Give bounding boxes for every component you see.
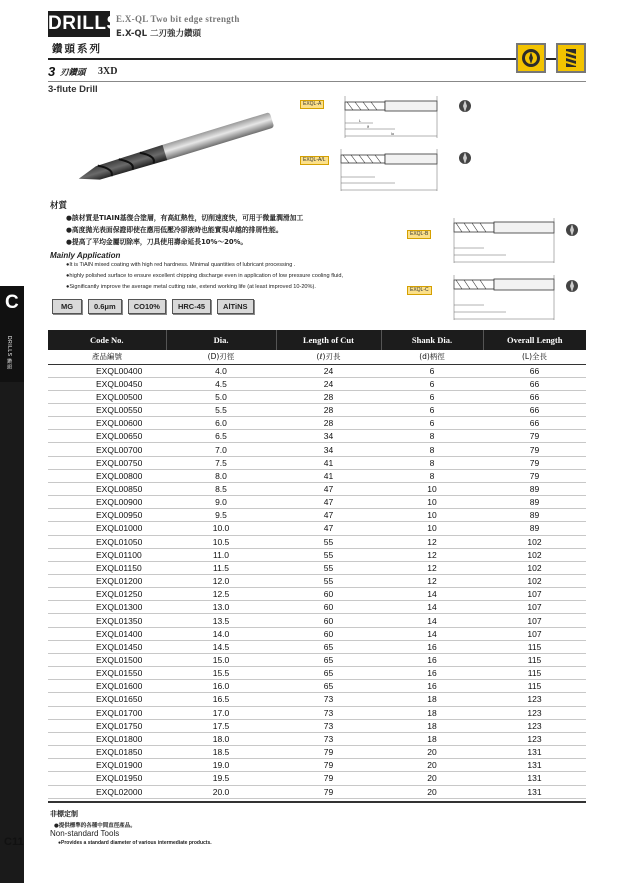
overall-length-cell: 115 [483, 667, 586, 680]
badge-grade: MG [52, 299, 82, 314]
cut-length-cell: 60 [276, 614, 381, 627]
overall-length-cell: 115 [483, 653, 586, 666]
code-cell: EXQL01800 [48, 732, 166, 745]
dia-cell: 12.5 [166, 588, 276, 601]
code-cell: EXQL00400 [48, 364, 166, 377]
drill-product-image [66, 112, 286, 184]
cut-length-cell: 79 [276, 759, 381, 772]
cut-length-cell: 41 [276, 469, 381, 482]
feature-en-2: ●highly polished surface to ensure excellent chipping discharge even in application of low pressure cooling fluid, [66, 273, 344, 279]
subheader-shank-dia: (d)柄徑 [381, 350, 483, 364]
dia-cell: 7.0 [166, 443, 276, 456]
overall-length-cell: 115 [483, 640, 586, 653]
shank-dia-cell: 18 [381, 719, 483, 732]
code-cell: EXQL00500 [48, 390, 166, 403]
overall-length-cell: 131 [483, 785, 586, 798]
table-row [48, 509, 586, 522]
header-code: Code No. [48, 330, 166, 350]
code-cell: EXQL01950 [48, 772, 166, 785]
diagram-exql-c [440, 272, 590, 324]
overall-length-cell: 123 [483, 732, 586, 745]
shank-dia-cell: 18 [381, 706, 483, 719]
code-cell: EXQL01150 [48, 561, 166, 574]
shank-dia-cell: 10 [381, 509, 483, 522]
table-row [48, 456, 586, 469]
nonstandard-title-zh: 非標定制 [50, 810, 78, 818]
dia-cell: 13.5 [166, 614, 276, 627]
code-cell: EXQL01200 [48, 575, 166, 588]
code-cell: EXQL01700 [48, 706, 166, 719]
nonstandard-note-en: ●Provides a standard diameter of various intermediate products. [58, 840, 212, 846]
code-cell: EXQL00650 [48, 430, 166, 443]
table-row [48, 719, 586, 732]
table-row [48, 746, 586, 759]
overall-length-cell: 102 [483, 548, 586, 561]
diagram-label-a: EXQL-A [300, 100, 324, 109]
diagram-exql-al [305, 145, 475, 197]
overall-length-cell: 66 [483, 403, 586, 416]
cut-length-cell: 65 [276, 667, 381, 680]
shank-dia-cell: 12 [381, 575, 483, 588]
subheader-dia: (D)刃徑 [166, 350, 276, 364]
dia-cell: 6.5 [166, 430, 276, 443]
page-number: C11 [4, 836, 24, 848]
dia-cell: 11.0 [166, 548, 276, 561]
table-row [48, 706, 586, 719]
table-row [48, 588, 586, 601]
code-cell: EXQL01000 [48, 522, 166, 535]
shank-dia-cell: 18 [381, 732, 483, 745]
badge-hardness: HRC-45 [172, 299, 211, 314]
section-letter: C [5, 292, 19, 313]
cut-length-cell: 24 [276, 377, 381, 390]
cut-length-cell: 47 [276, 496, 381, 509]
code-cell: EXQL01650 [48, 693, 166, 706]
material-title: 材質 [50, 201, 68, 211]
overall-length-cell: 89 [483, 522, 586, 535]
shank-dia-cell: 16 [381, 680, 483, 693]
code-cell: EXQL01350 [48, 614, 166, 627]
dia-cell: 15.0 [166, 653, 276, 666]
shank-dia-cell: 8 [381, 469, 483, 482]
code-cell: EXQL00700 [48, 443, 166, 456]
cut-length-cell: 47 [276, 522, 381, 535]
dia-cell: 10.5 [166, 535, 276, 548]
code-cell: EXQL01750 [48, 719, 166, 732]
shank-dia-cell: 14 [381, 627, 483, 640]
series-code: 3XD [98, 66, 118, 77]
overall-length-cell: 123 [483, 706, 586, 719]
code-cell: EXQL00900 [48, 496, 166, 509]
feature-zh-1: ●該材質是TIAIN基復合塗層，有高紅熱性，切削速度快，可用于微量潤滑加工 [66, 214, 304, 222]
mainly-application-title: Mainly Application [50, 251, 121, 260]
cut-length-cell: 73 [276, 719, 381, 732]
table-row [48, 614, 586, 627]
title-zh: E.X-QL 二刃強力鑽頭 [116, 29, 202, 39]
dia-cell: 16.0 [166, 680, 276, 693]
table-row [48, 732, 586, 745]
table-row [48, 469, 586, 482]
overall-length-cell: 102 [483, 575, 586, 588]
title-en: E.X-QL Two bit edge strength [116, 14, 240, 24]
dia-cell: 9.5 [166, 509, 276, 522]
table-row [48, 772, 586, 785]
shank-dia-cell: 6 [381, 417, 483, 430]
shank-dia-cell: 8 [381, 443, 483, 456]
code-cell: EXQL01500 [48, 653, 166, 666]
code-cell: EXQL00550 [48, 403, 166, 416]
cut-length-cell: 28 [276, 403, 381, 416]
dia-cell: 17.5 [166, 719, 276, 732]
dia-cell: 17.0 [166, 706, 276, 719]
cut-length-cell: 34 [276, 443, 381, 456]
cut-length-cell: 34 [276, 430, 381, 443]
dia-cell: 10.0 [166, 522, 276, 535]
table-row [48, 548, 586, 561]
overall-length-cell: 123 [483, 693, 586, 706]
dia-cell: 18.5 [166, 746, 276, 759]
shank-dia-cell: 12 [381, 561, 483, 574]
nonstandard-note-zh: ●提供標準的各種中間直徑產品。 [54, 823, 136, 829]
section-tab-label: DRILLS 鑽頭 [6, 336, 12, 370]
cut-length-cell: 28 [276, 417, 381, 430]
dia-cell: 8.0 [166, 469, 276, 482]
cut-length-cell: 47 [276, 482, 381, 495]
cut-length-cell: 65 [276, 653, 381, 666]
dia-cell: 20.0 [166, 785, 276, 798]
shank-dia-cell: 16 [381, 667, 483, 680]
badge-grain-size: 0.6μm [88, 299, 122, 314]
diagram-exql-b [440, 215, 590, 267]
shank-dia-cell: 14 [381, 614, 483, 627]
code-cell: EXQL01900 [48, 759, 166, 772]
header-dia: Dia. [166, 330, 276, 350]
dia-cell: 4.0 [166, 364, 276, 377]
shank-dia-cell: 20 [381, 772, 483, 785]
table-row [48, 759, 586, 772]
dia-cell: 14.5 [166, 640, 276, 653]
dia-cell: 4.5 [166, 377, 276, 390]
badge-cobalt: CO10% [128, 299, 166, 314]
page-subtitle: 3-flute Drill [48, 84, 98, 95]
shank-dia-cell: 6 [381, 377, 483, 390]
dia-cell: 15.5 [166, 667, 276, 680]
series-flute-count: 3 [48, 64, 56, 79]
shank-dia-cell: 20 [381, 759, 483, 772]
subtitle-divider [48, 81, 586, 82]
table-row [48, 390, 586, 403]
code-cell: EXQL00950 [48, 509, 166, 522]
table-row [48, 377, 586, 390]
overall-length-cell: 102 [483, 561, 586, 574]
shank-dia-cell: 20 [381, 746, 483, 759]
cut-length-cell: 65 [276, 640, 381, 653]
table-row [48, 785, 586, 798]
code-cell: EXQL00450 [48, 377, 166, 390]
brand-logo: DRILLS [48, 11, 110, 37]
coating-icon [516, 43, 546, 73]
dia-cell: 9.0 [166, 496, 276, 509]
cut-length-cell: 73 [276, 706, 381, 719]
table-header-row [48, 330, 586, 350]
table-row [48, 364, 586, 377]
feature-zh-3: ●提高了平均金屬切除率，刀具使用壽命延長10%～20%。 [66, 238, 248, 246]
table-row [48, 535, 586, 548]
overall-length-cell: 89 [483, 482, 586, 495]
dia-cell: 7.5 [166, 456, 276, 469]
section-tab [0, 286, 24, 382]
cut-length-cell: 60 [276, 627, 381, 640]
overall-length-cell: 79 [483, 456, 586, 469]
cut-length-cell: 79 [276, 746, 381, 759]
code-cell: EXQL01850 [48, 746, 166, 759]
table-row [48, 640, 586, 653]
table-bottom-rule [48, 801, 586, 803]
code-cell: EXQL01550 [48, 667, 166, 680]
overall-length-cell: 66 [483, 417, 586, 430]
overall-length-cell: 131 [483, 772, 586, 785]
table-row [48, 601, 586, 614]
code-cell: EXQL01100 [48, 548, 166, 561]
dia-cell: 13.0 [166, 601, 276, 614]
overall-length-cell: 79 [483, 469, 586, 482]
overall-length-cell: 107 [483, 601, 586, 614]
helix-icon [556, 43, 586, 73]
table-row [48, 522, 586, 535]
overall-length-cell: 79 [483, 443, 586, 456]
dim-label-lf: lf [367, 124, 369, 129]
dia-cell: 8.5 [166, 482, 276, 495]
overall-length-cell: 79 [483, 430, 586, 443]
shank-dia-cell: 12 [381, 548, 483, 561]
dia-cell: 14.0 [166, 627, 276, 640]
dia-cell: 18.0 [166, 732, 276, 745]
brand-subtitle-zh: 鑽頭系列 [52, 43, 102, 55]
cut-length-cell: 55 [276, 535, 381, 548]
spec-table [48, 330, 586, 799]
feature-en-1: ●It is TiAlN mixed coating with high red hardness. Minimal quantities of lubricant processing . [66, 262, 296, 268]
header-overall-length: Overall Length [483, 330, 586, 350]
shank-dia-cell: 14 [381, 601, 483, 614]
cut-length-cell: 55 [276, 548, 381, 561]
dim-label-lo: lo [391, 131, 395, 136]
overall-length-cell: 131 [483, 746, 586, 759]
diagram-label-c: EXQL-C [407, 286, 432, 295]
code-cell: EXQL02000 [48, 785, 166, 798]
cut-length-cell: 73 [276, 732, 381, 745]
overall-length-cell: 107 [483, 627, 586, 640]
overall-length-cell: 66 [483, 390, 586, 403]
dia-cell: 19.0 [166, 759, 276, 772]
cut-length-cell: 79 [276, 772, 381, 785]
shank-dia-cell: 8 [381, 430, 483, 443]
table-row [48, 575, 586, 588]
subheader-cut-length: (ℓ)刃長 [276, 350, 381, 364]
dia-cell: 6.0 [166, 417, 276, 430]
diagram-label-al: EXQL-A/L [300, 156, 329, 165]
dim-label-l: L [359, 118, 362, 123]
diagram-exql-a [305, 93, 475, 145]
cut-length-cell: 60 [276, 588, 381, 601]
feature-en-3: ●Significantly improve the average metal cutting rate, extend working life (at least improved 10-20%). [66, 284, 316, 290]
table-row [48, 403, 586, 416]
table-subheader-row [48, 350, 586, 364]
code-cell: EXQL01050 [48, 535, 166, 548]
table-row [48, 496, 586, 509]
table-row [48, 417, 586, 430]
overall-length-cell: 102 [483, 535, 586, 548]
cut-length-cell: 55 [276, 575, 381, 588]
cut-length-cell: 28 [276, 390, 381, 403]
dia-cell: 16.5 [166, 693, 276, 706]
cut-length-cell: 47 [276, 509, 381, 522]
overall-length-cell: 66 [483, 377, 586, 390]
shank-dia-cell: 10 [381, 482, 483, 495]
table-row [48, 680, 586, 693]
code-cell: EXQL01450 [48, 640, 166, 653]
shank-dia-cell: 18 [381, 693, 483, 706]
header-shank-dia: Shank Dia. [381, 330, 483, 350]
overall-length-cell: 115 [483, 680, 586, 693]
dia-cell: 11.5 [166, 561, 276, 574]
cut-length-cell: 73 [276, 693, 381, 706]
dia-cell: 12.0 [166, 575, 276, 588]
overall-length-cell: 123 [483, 719, 586, 732]
table-row [48, 667, 586, 680]
property-badges [52, 299, 254, 314]
header-divider [48, 58, 586, 60]
cut-length-cell: 41 [276, 456, 381, 469]
shank-dia-cell: 8 [381, 456, 483, 469]
nonstandard-title-en: Non-standard Tools [50, 829, 120, 838]
table-row [48, 443, 586, 456]
subheader-code: 產品編號 [48, 350, 166, 364]
dia-cell: 19.5 [166, 772, 276, 785]
cut-length-cell: 55 [276, 561, 381, 574]
table-body [48, 364, 586, 798]
code-cell: EXQL01600 [48, 680, 166, 693]
overall-length-cell: 107 [483, 614, 586, 627]
code-cell: EXQL01300 [48, 601, 166, 614]
shank-dia-cell: 6 [381, 390, 483, 403]
table-row [48, 561, 586, 574]
diagram-label-b: EXQL-B [407, 230, 431, 239]
shank-dia-cell: 12 [381, 535, 483, 548]
table-row [48, 430, 586, 443]
overall-length-cell: 89 [483, 509, 586, 522]
code-cell: EXQL00750 [48, 456, 166, 469]
dia-cell: 5.5 [166, 403, 276, 416]
table-row [48, 627, 586, 640]
overall-length-cell: 107 [483, 588, 586, 601]
code-cell: EXQL00850 [48, 482, 166, 495]
overall-length-cell: 89 [483, 496, 586, 509]
feature-zh-2: ●高度拋光表面保證即使在應用低壓冷卻液時也能實現卓越的排屑性能。 [66, 226, 283, 234]
shank-dia-cell: 6 [381, 403, 483, 416]
table-row [48, 482, 586, 495]
cut-length-cell: 65 [276, 680, 381, 693]
table-row [48, 653, 586, 666]
shank-dia-cell: 10 [381, 496, 483, 509]
badge-coating: AlTiNS [217, 299, 253, 314]
code-cell: EXQL00600 [48, 417, 166, 430]
code-cell: EXQL01400 [48, 627, 166, 640]
shank-dia-cell: 20 [381, 785, 483, 798]
side-bar [0, 382, 24, 883]
shank-dia-cell: 6 [381, 364, 483, 377]
code-cell: EXQL00800 [48, 469, 166, 482]
overall-length-cell: 66 [483, 364, 586, 377]
shank-dia-cell: 14 [381, 588, 483, 601]
dia-cell: 5.0 [166, 390, 276, 403]
series-flute-label: 刃鑽頭 [60, 68, 86, 78]
overall-length-cell: 131 [483, 759, 586, 772]
shank-dia-cell: 16 [381, 653, 483, 666]
table-row [48, 693, 586, 706]
shank-dia-cell: 10 [381, 522, 483, 535]
cut-length-cell: 60 [276, 601, 381, 614]
cut-length-cell: 24 [276, 364, 381, 377]
header-cut-length: Length of Cut [276, 330, 381, 350]
cut-length-cell: 79 [276, 785, 381, 798]
shank-dia-cell: 16 [381, 640, 483, 653]
subheader-overall-length: (L)全長 [483, 350, 586, 364]
code-cell: EXQL01250 [48, 588, 166, 601]
